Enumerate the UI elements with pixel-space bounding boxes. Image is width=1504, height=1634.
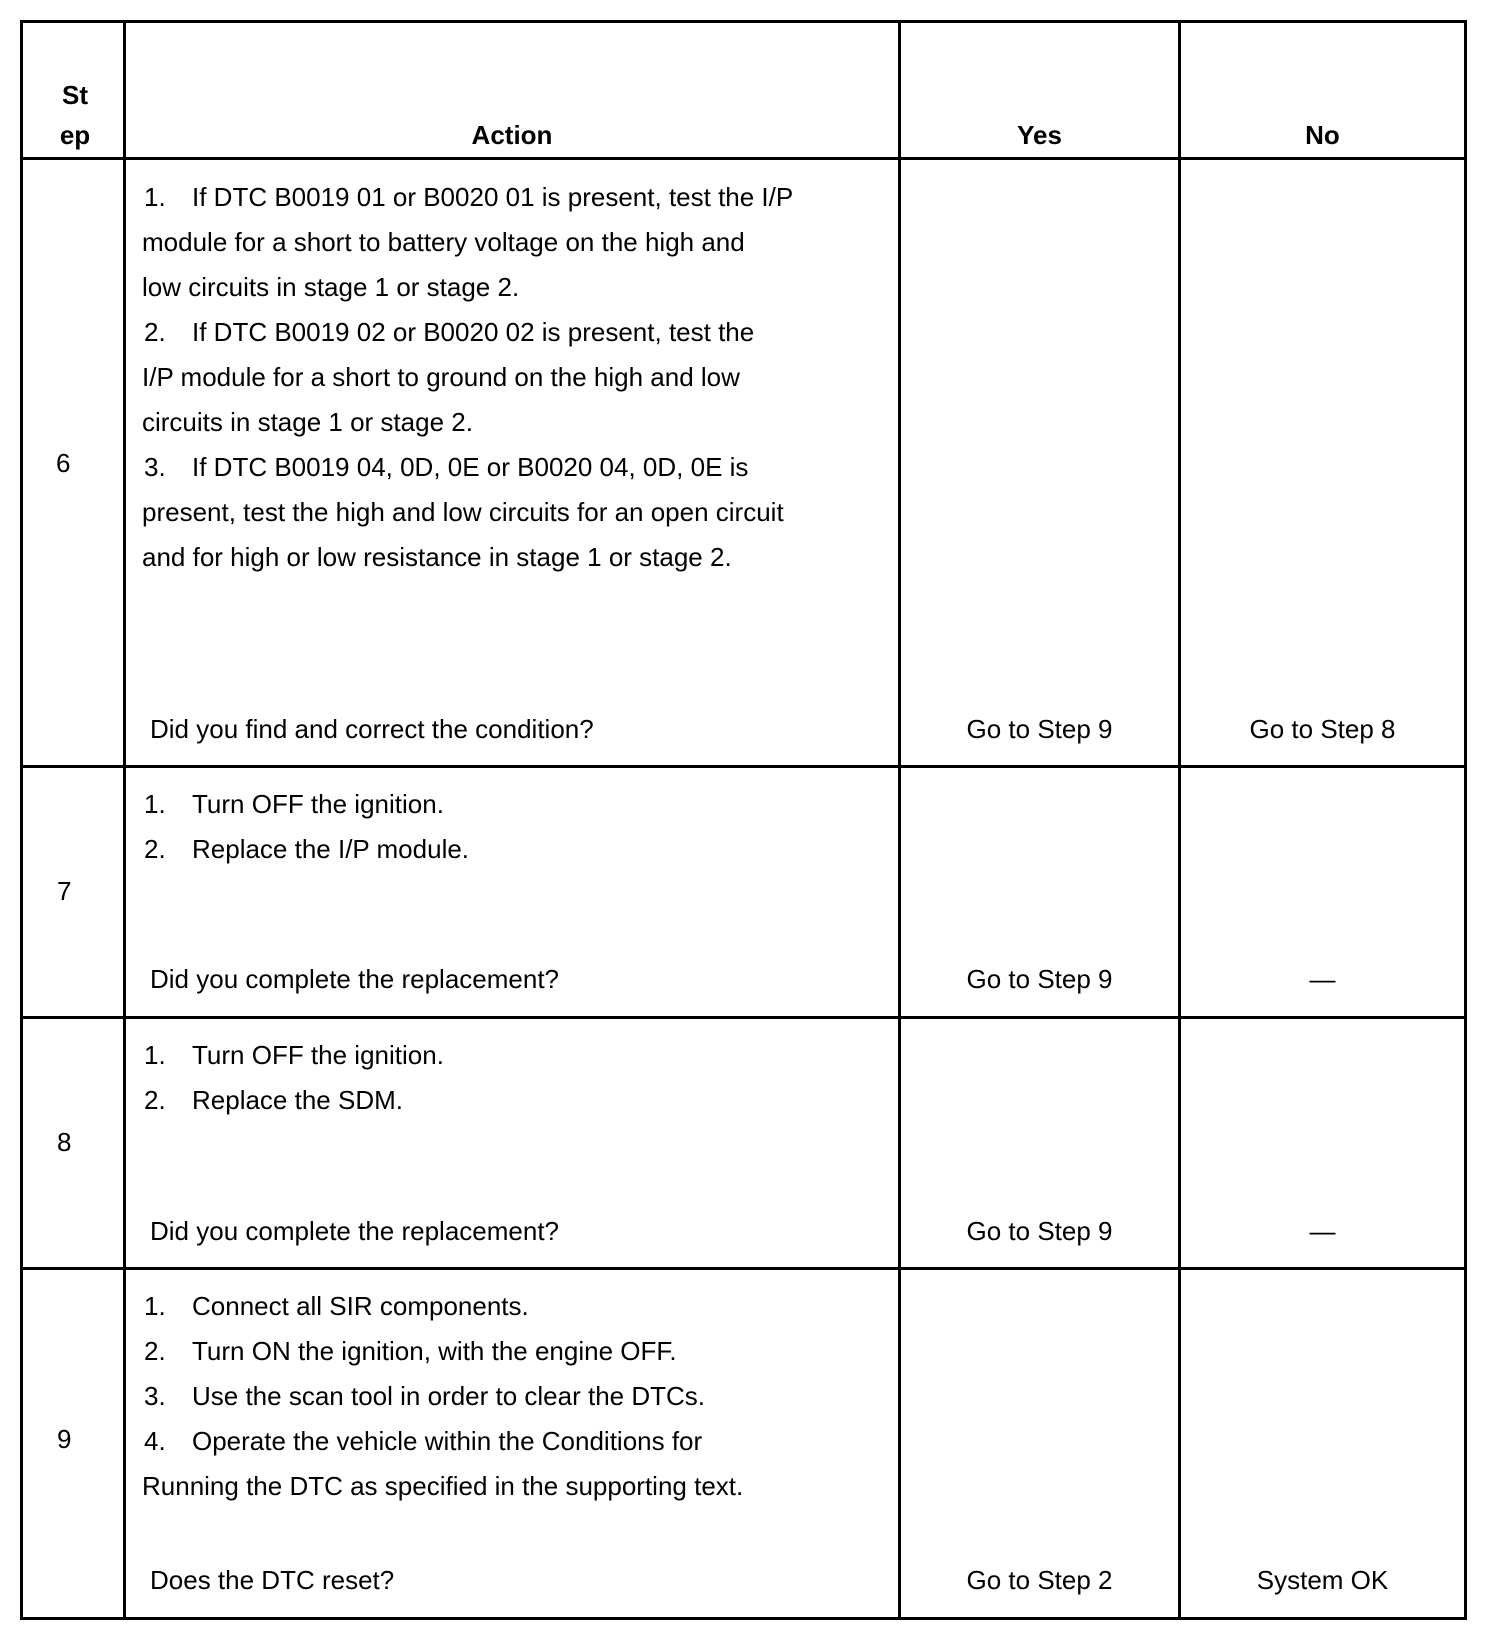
- step-number: 8: [57, 1127, 72, 1157]
- action-step-continuation: and for high or low resistance in stage 1 or stage 2.: [142, 542, 732, 572]
- action-question: Does the DTC reset?: [150, 1565, 395, 1595]
- header-step-line2: ep: [59, 120, 91, 150]
- action-step-number: 1.: [144, 789, 166, 819]
- step-number: 6: [56, 448, 71, 478]
- action-step-number: 2.: [144, 834, 166, 864]
- action-step-text: Turn OFF the ignition.: [192, 789, 444, 819]
- table-border-bottom: [20, 1617, 1467, 1620]
- action-step-text: Use the scan tool in order to clear the DTCs.: [192, 1381, 706, 1411]
- action-step-continuation: low circuits in stage 1 or stage 2.: [142, 272, 520, 302]
- action-step-text: If DTC B0019 01 or B0020 01 is present, test the I/P: [192, 182, 794, 212]
- header-step-line1: St: [62, 80, 88, 110]
- action-step: [142, 445, 842, 490]
- action-step-number: 1.: [144, 1291, 166, 1321]
- action-step-number: 3.: [144, 1381, 166, 1411]
- header-action: Action: [471, 120, 553, 150]
- yes-result: Go to Step 9: [966, 964, 1113, 994]
- action-step-number: 2.: [144, 317, 166, 347]
- action-question: Did you complete the replacement?: [150, 1216, 560, 1246]
- step-number: 7: [57, 876, 72, 906]
- action-step-number: 2.: [144, 1085, 166, 1115]
- action-step-text: Replace the I/P module.: [192, 834, 470, 864]
- header-yes: Yes: [1017, 120, 1062, 150]
- no-result: —: [1309, 964, 1336, 994]
- action-step-text: Turn OFF the ignition.: [192, 1040, 444, 1070]
- row-divider-8-9: [20, 1267, 1467, 1270]
- table-border-left: [20, 20, 23, 1620]
- action-step-text: Replace the SDM.: [192, 1085, 403, 1115]
- action-step-text: Turn ON the ignition, with the engine OFF.: [192, 1336, 677, 1366]
- action-step-number: 3.: [144, 452, 166, 482]
- column-divider-yes-no: [1178, 20, 1181, 1620]
- action-step-continuation: Running the DTC as specified in the supporting text.: [142, 1471, 744, 1501]
- row-divider-6-7: [20, 765, 1467, 768]
- action-step: [142, 175, 842, 220]
- yes-result: Go to Step 9: [966, 714, 1113, 744]
- action-step: [142, 1284, 842, 1329]
- action-step-text: Connect all SIR components.: [192, 1291, 529, 1321]
- action-step: [142, 1033, 842, 1078]
- no-result: System OK: [1256, 1565, 1389, 1595]
- action-steps: [142, 1033, 842, 1123]
- action-step-number: 4.: [144, 1426, 166, 1456]
- column-divider-action-yes: [898, 20, 901, 1620]
- row-divider-7-8: [20, 1016, 1467, 1019]
- action-step: [142, 1078, 842, 1123]
- action-step-continuation: present, test the high and low circuits for an open circuit: [142, 497, 784, 527]
- action-step-number: 2.: [144, 1336, 166, 1366]
- no-result: —: [1309, 1216, 1336, 1246]
- action-step-number: 1.: [144, 182, 166, 212]
- action-step: [142, 310, 842, 355]
- action-step-number: 1.: [144, 1040, 166, 1070]
- yes-result: Go to Step 2: [966, 1565, 1113, 1595]
- table-border-top: [20, 20, 1467, 23]
- action-step-text: If DTC B0019 04, 0D, 0E or B0020 04, 0D, 0E is: [192, 452, 749, 482]
- column-divider-step-action: [123, 20, 126, 1620]
- action-step: [142, 782, 842, 827]
- action-step: [142, 827, 842, 872]
- action-step-text: Operate the vehicle within the Conditions for: [192, 1426, 703, 1456]
- table-border-right: [1464, 20, 1467, 1620]
- action-step: [142, 1329, 842, 1374]
- action-question: Did you complete the replacement?: [150, 964, 560, 994]
- action-step-continuation: module for a short to battery voltage on the high and: [142, 227, 745, 257]
- action-step: [142, 1419, 842, 1464]
- action-step-continuation: I/P module for a short to ground on the high and low: [142, 362, 740, 392]
- action-step: [142, 1374, 842, 1419]
- action-steps: [142, 175, 842, 580]
- no-result: Go to Step 8: [1249, 714, 1396, 744]
- action-steps: [142, 782, 842, 872]
- action-step-continuation: circuits in stage 1 or stage 2.: [142, 407, 473, 437]
- header-no: No: [1305, 120, 1340, 150]
- step-number: 9: [57, 1424, 72, 1454]
- yes-result: Go to Step 9: [966, 1216, 1113, 1246]
- header-divider: [20, 157, 1467, 160]
- action-step-text: If DTC B0019 02 or B0020 02 is present, test the: [192, 317, 755, 347]
- action-question: Did you find and correct the condition?: [150, 714, 594, 744]
- action-steps: [142, 1284, 842, 1509]
